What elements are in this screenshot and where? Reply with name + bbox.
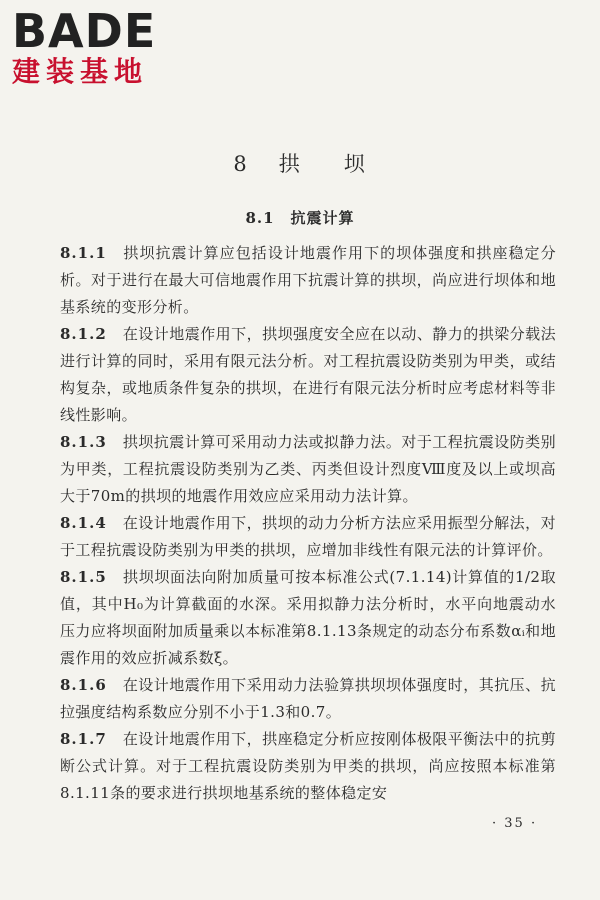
logo-wordmark: BADE [12,4,157,58]
chapter-title [0,148,600,178]
clause-8-1-3 [60,429,556,510]
clause-number: 8.1.2 [60,325,107,343]
logo-subtitle: 建装基地 [12,55,149,88]
clause-8-1-7 [60,726,556,807]
clause-text: 在设计地震作用下，拱座稳定分析应按刚体极限平衡法中的抗剪断公式计算。对于工程抗震设防类别为甲类的拱坝，尚应按照本标准第8.1.11条的要求进行拱坝地基系统的整体稳定安 [60,730,556,802]
body-text [60,240,556,807]
clause-number: 8.1.4 [60,514,107,532]
clause-8-1-1 [60,240,556,321]
clause-number: 8.1.3 [60,433,107,451]
clause-text: 在设计地震作用下，拱坝强度安全应在以动、静力的拱梁分载法进行计算的同时，采用有限元法分析。对工程抗震设防类别为甲类，或结构复杂，或地质条件复杂的拱坝，在进行有限元法分析时应考虑材料等非线性影响。 [60,325,556,424]
section-title-text: 抗震计算 [290,209,355,227]
clause-text: 在设计地震作用下，拱坝的动力分析方法应采用振型分解法，对于工程抗震设防类别为甲类的拱坝，应增加非线性有限元法的计算评价。 [60,514,556,559]
clause-number: 8.1.7 [60,730,107,748]
section-number: 8.1 [245,209,275,227]
clause-8-1-5 [60,564,556,672]
chapter-title-char-2: 坝 [343,152,367,176]
clause-number: 8.1.1 [60,244,107,262]
clause-8-1-4 [60,510,556,564]
clause-text: 拱坝抗震计算应包括设计地震作用下的坝体强度和拱座稳定分析。对于进行在最大可信地震作用下抗震计算的拱坝，尚应进行坝体和地基系统的变形分析。 [60,244,556,316]
chapter-number: 8 [233,152,249,176]
clause-text: 拱坝抗震计算可采用动力法或拟静力法。对于工程抗震设防类别为甲类，工程抗震设防类别为乙类、丙类但设计烈度Ⅷ度及以上或坝高大于70m的拱坝的地震作用效应应采用动力法计算。 [60,433,556,505]
page-number: · 35 · [492,816,538,831]
clause-text: 在设计地震作用下采用动力法验算拱坝坝体强度时，其抗压、抗拉强度结构系数应分别不小于1.3和0.7。 [60,676,556,721]
brand-logo [12,4,182,88]
clause-number: 8.1.5 [60,568,107,586]
section-title [0,207,600,228]
chapter-title-char-1: 拱 [278,152,302,176]
clause-number: 8.1.6 [60,676,107,694]
clause-8-1-6 [60,672,556,726]
clause-8-1-2 [60,321,556,429]
clause-text: 拱坝坝面法向附加质量可按本标准公式(7.1.14)计算值的1/2取值，其中H₀为计算截面的水深。采用拟静力法分析时，水平向地震动水压力应将坝面附加质量乘以本标准第8.1.13条规定的动态分布系数αᵢ和地震作用的效应折减系数ξ。 [60,568,556,667]
